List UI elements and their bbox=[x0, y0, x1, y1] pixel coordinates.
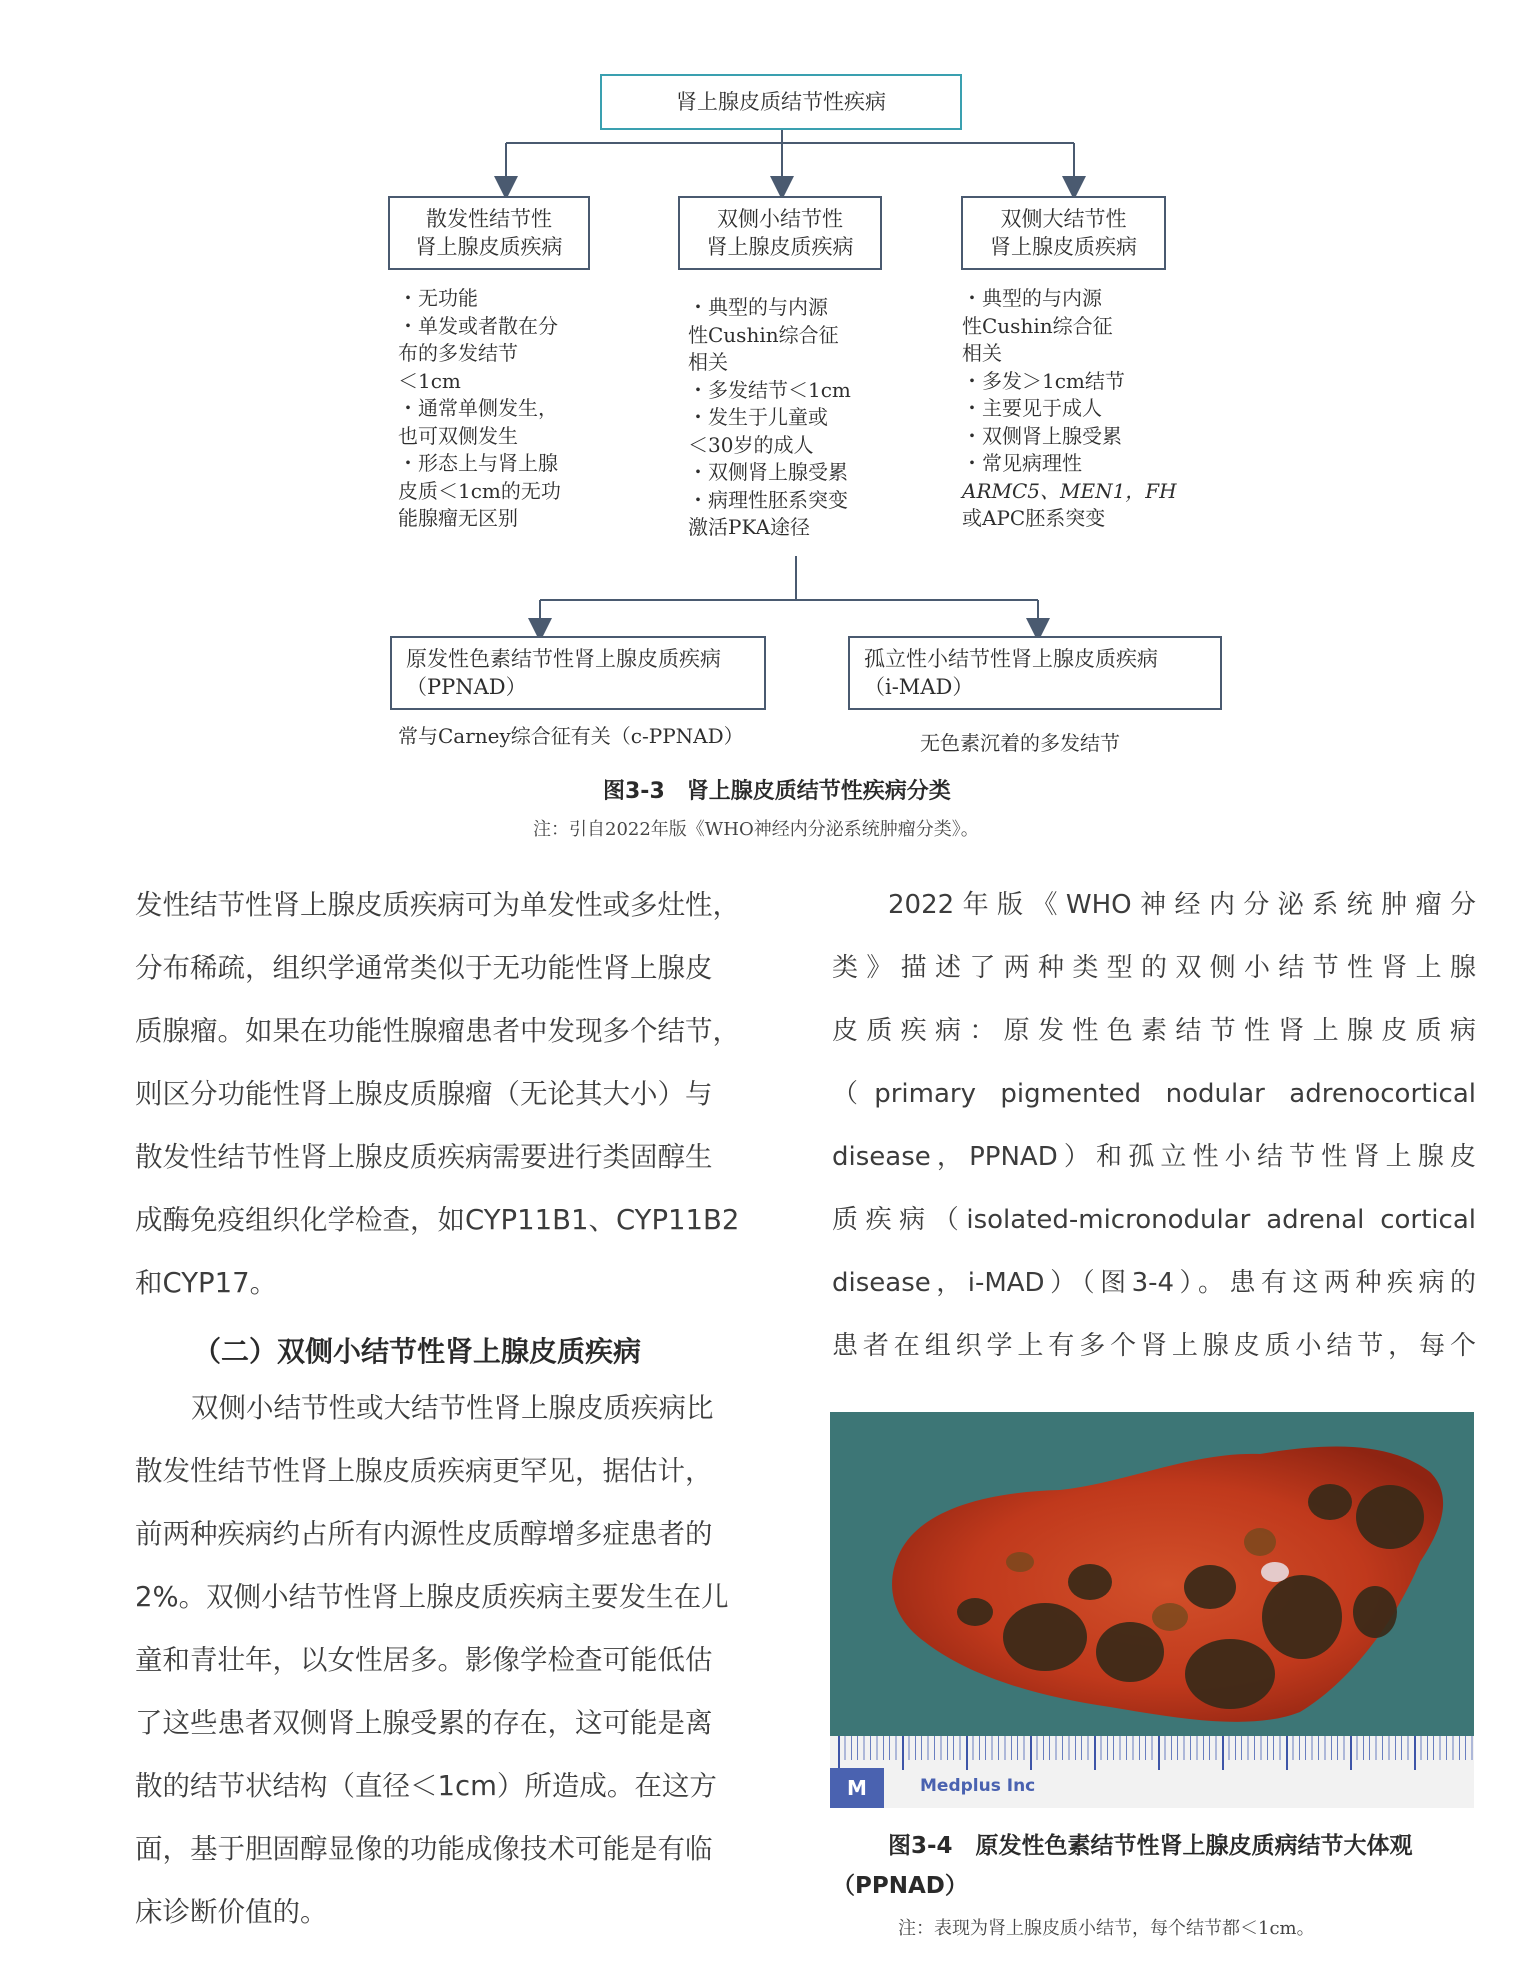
figure-3-3-note: 注：引自2022年版《WHO神经内分泌系统肿瘤分类》。 bbox=[533, 819, 979, 840]
caption-line-2: （PPNAD） bbox=[832, 1873, 968, 1899]
branch-sporadic-title-1: 散发性结节性 bbox=[426, 207, 552, 231]
figure-3-3-caption: 图3-3 肾上腺皮质结节性疾病分类 bbox=[603, 779, 951, 804]
branch-micronodular-title-2: 肾上腺皮质疾病 bbox=[706, 235, 854, 259]
subtype-ppnad-note: 常与Carney综合征有关（c-PPNAD） bbox=[398, 724, 744, 748]
branch-micronodular-title-1: 双侧小结节性 bbox=[717, 207, 843, 231]
text-line: 散发性结节性肾上腺皮质疾病需要进行类固醇生 bbox=[135, 1141, 713, 1173]
bullet-line: ・典型的与内源 bbox=[962, 286, 1102, 310]
bullet-line: ＜1cm bbox=[398, 368, 461, 393]
bullet-line: ・多发结节＜1cm bbox=[688, 377, 851, 402]
bullet-line: 也可双侧发生 bbox=[398, 423, 518, 448]
text-line: 质疾病（isolated-micronodular adrenal cortical bbox=[832, 1205, 1476, 1235]
bullet-line: ・发生于儿童或 bbox=[688, 405, 828, 429]
branch-sporadic-bullets bbox=[398, 285, 561, 533]
measurement-ruler bbox=[830, 1736, 1474, 1808]
text-line: 则区分功能性肾上腺皮质腺瘤（无论其大小）与 bbox=[135, 1078, 713, 1110]
bullet-line: 皮质＜1cm的无功 bbox=[398, 478, 561, 503]
subtype-ppnad-node bbox=[390, 636, 766, 710]
bullet-line: ・无功能 bbox=[398, 286, 478, 310]
text-line: 床诊断价值的。 bbox=[135, 1896, 328, 1928]
left-paragraph-2 bbox=[135, 1377, 775, 1944]
root-node-label: 肾上腺皮质结节性疾病 bbox=[676, 90, 886, 114]
bullet-line: 或APC胚系突变 bbox=[962, 506, 1106, 530]
text-line: 和CYP17。 bbox=[135, 1267, 278, 1299]
subtype-ppnad-title-2: （PPNAD） bbox=[406, 675, 527, 699]
bullet-line: 性Cushin综合征 bbox=[688, 322, 839, 347]
branch-macronodular-bullets bbox=[962, 285, 1177, 533]
watermark-text: Medplus Inc bbox=[920, 1776, 1036, 1796]
branch-macronodular-node bbox=[961, 196, 1166, 270]
text-line: 类》描述了两种类型的双侧小结节性肾上腺 bbox=[832, 953, 1476, 983]
bullet-line: 布的多发结节 bbox=[398, 341, 518, 365]
bullet-line: ・典型的与内源 bbox=[688, 295, 828, 319]
medplus-logo-icon: M bbox=[830, 1768, 884, 1808]
bullet-line: ・单发或者散在分 bbox=[398, 313, 558, 338]
branch-micronodular-node bbox=[678, 196, 882, 270]
bullet-line: ・多发＞1cm结节 bbox=[962, 368, 1125, 393]
subtype-imad-title-2: （i-MAD） bbox=[864, 675, 974, 699]
text-line: 散发性结节性肾上腺皮质疾病更罕见，据估计， bbox=[135, 1455, 713, 1487]
text-line: 面，基于胆固醇显像的功能成像技术可能是有临 bbox=[135, 1833, 713, 1865]
text-line: 2%。双侧小结节性肾上腺皮质疾病主要发生在儿 bbox=[135, 1581, 729, 1613]
text-line: 2022年版《WHO神经内分泌系统肿瘤分 bbox=[888, 890, 1476, 920]
subtype-imad-note: 无色素沉着的多发结节 bbox=[920, 731, 1120, 755]
ppnad-specimen-photo bbox=[830, 1412, 1474, 1808]
bullet-line: 性Cushin综合征 bbox=[962, 313, 1113, 338]
left-paragraph-1 bbox=[135, 874, 775, 1315]
text-line: 分布稀疏，组织学通常类似于无功能性肾上腺皮 bbox=[135, 952, 713, 984]
root-node bbox=[600, 74, 962, 130]
bullet-line: 相关 bbox=[962, 341, 1002, 365]
text-line: 了这些患者双侧肾上腺受累的存在，这可能是离 bbox=[135, 1707, 713, 1739]
text-line: 皮质疾病：原发性色素结节性肾上腺皮质病 bbox=[832, 1016, 1476, 1046]
text-line: 双侧小结节性或大结节性肾上腺皮质疾病比 bbox=[191, 1392, 714, 1424]
text-line: 患者在组织学上有多个肾上腺皮质小结节，每个 bbox=[832, 1331, 1476, 1361]
branch-sporadic-node bbox=[388, 196, 590, 270]
bullet-line: ＜30岁的成人 bbox=[688, 432, 814, 457]
bullet-line: ・主要见于成人 bbox=[962, 396, 1102, 420]
bullet-line: ARMC5、MEN1，FH bbox=[962, 478, 1177, 503]
adrenal-specimen-image bbox=[830, 1412, 1474, 1742]
branch-macronodular-title-1: 双侧大结节性 bbox=[1000, 207, 1127, 231]
text-line: disease，i-MAD）（图3-4）。患有这两种疾病的 bbox=[832, 1268, 1476, 1298]
bullet-line: 能腺瘤无区别 bbox=[398, 506, 518, 530]
bullet-line: 激活PKA途径 bbox=[688, 515, 811, 539]
subtype-imad-title-1: 孤立性小结节性肾上腺皮质疾病 bbox=[864, 647, 1158, 671]
bullet-line: ・病理性胚系突变 bbox=[688, 487, 848, 512]
subtype-ppnad-title-1: 原发性色素结节性肾上腺皮质疾病 bbox=[406, 647, 721, 671]
text-line: 童和青壮年，以女性居多。影像学检查可能低估 bbox=[135, 1644, 713, 1676]
text-line: 前两种疾病约占所有内源性皮质醇增多症患者的 bbox=[135, 1518, 713, 1550]
bullet-line: ・常见病理性 bbox=[962, 451, 1082, 475]
figure-3-4-caption bbox=[832, 1826, 1478, 1906]
branch-sporadic-title-2: 肾上腺皮质疾病 bbox=[415, 235, 563, 259]
branch-micronodular-bullets bbox=[688, 294, 851, 542]
bullet-line: ・形态上与肾上腺 bbox=[398, 451, 558, 475]
bullet-line: ・通常单侧发生， bbox=[398, 396, 558, 420]
text-line: 发性结节性肾上腺皮质疾病可为单发性或多灶性， bbox=[135, 889, 740, 921]
bullet-line: ・双侧肾上腺受累 bbox=[962, 423, 1122, 448]
text-line: disease，PPNAD）和孤立性小结节性肾上腺皮 bbox=[832, 1142, 1476, 1172]
bullet-line: ・双侧肾上腺受累 bbox=[688, 460, 848, 484]
text-line: 质腺瘤。如果在功能性腺瘤患者中发现多个结节， bbox=[135, 1015, 740, 1047]
caption-line-1: 图3-4 原发性色素结节性肾上腺皮质病结节大体观 bbox=[888, 1833, 1413, 1859]
figure-3-4-note: 注：表现为肾上腺皮质小结节，每个结节都＜1cm。 bbox=[898, 1918, 1315, 1939]
subtype-imad-node bbox=[848, 636, 1222, 710]
text-line: （primary pigmented nodular adrenocortical bbox=[832, 1079, 1476, 1109]
ruler-major-ticks bbox=[838, 1736, 1474, 1770]
right-paragraph bbox=[832, 874, 1476, 1378]
section-heading: （二）双侧小结节性肾上腺皮质疾病 bbox=[193, 1335, 642, 1368]
text-line: 散的结节状结构（直径＜1cm）所造成。在这方 bbox=[135, 1770, 717, 1802]
text-line: 成酶免疫组织化学检查，如CYP11B1、CYP11B2 bbox=[135, 1204, 740, 1236]
bullet-line: 相关 bbox=[688, 350, 728, 374]
branch-macronodular-title-2: 肾上腺皮质疾病 bbox=[990, 235, 1137, 259]
